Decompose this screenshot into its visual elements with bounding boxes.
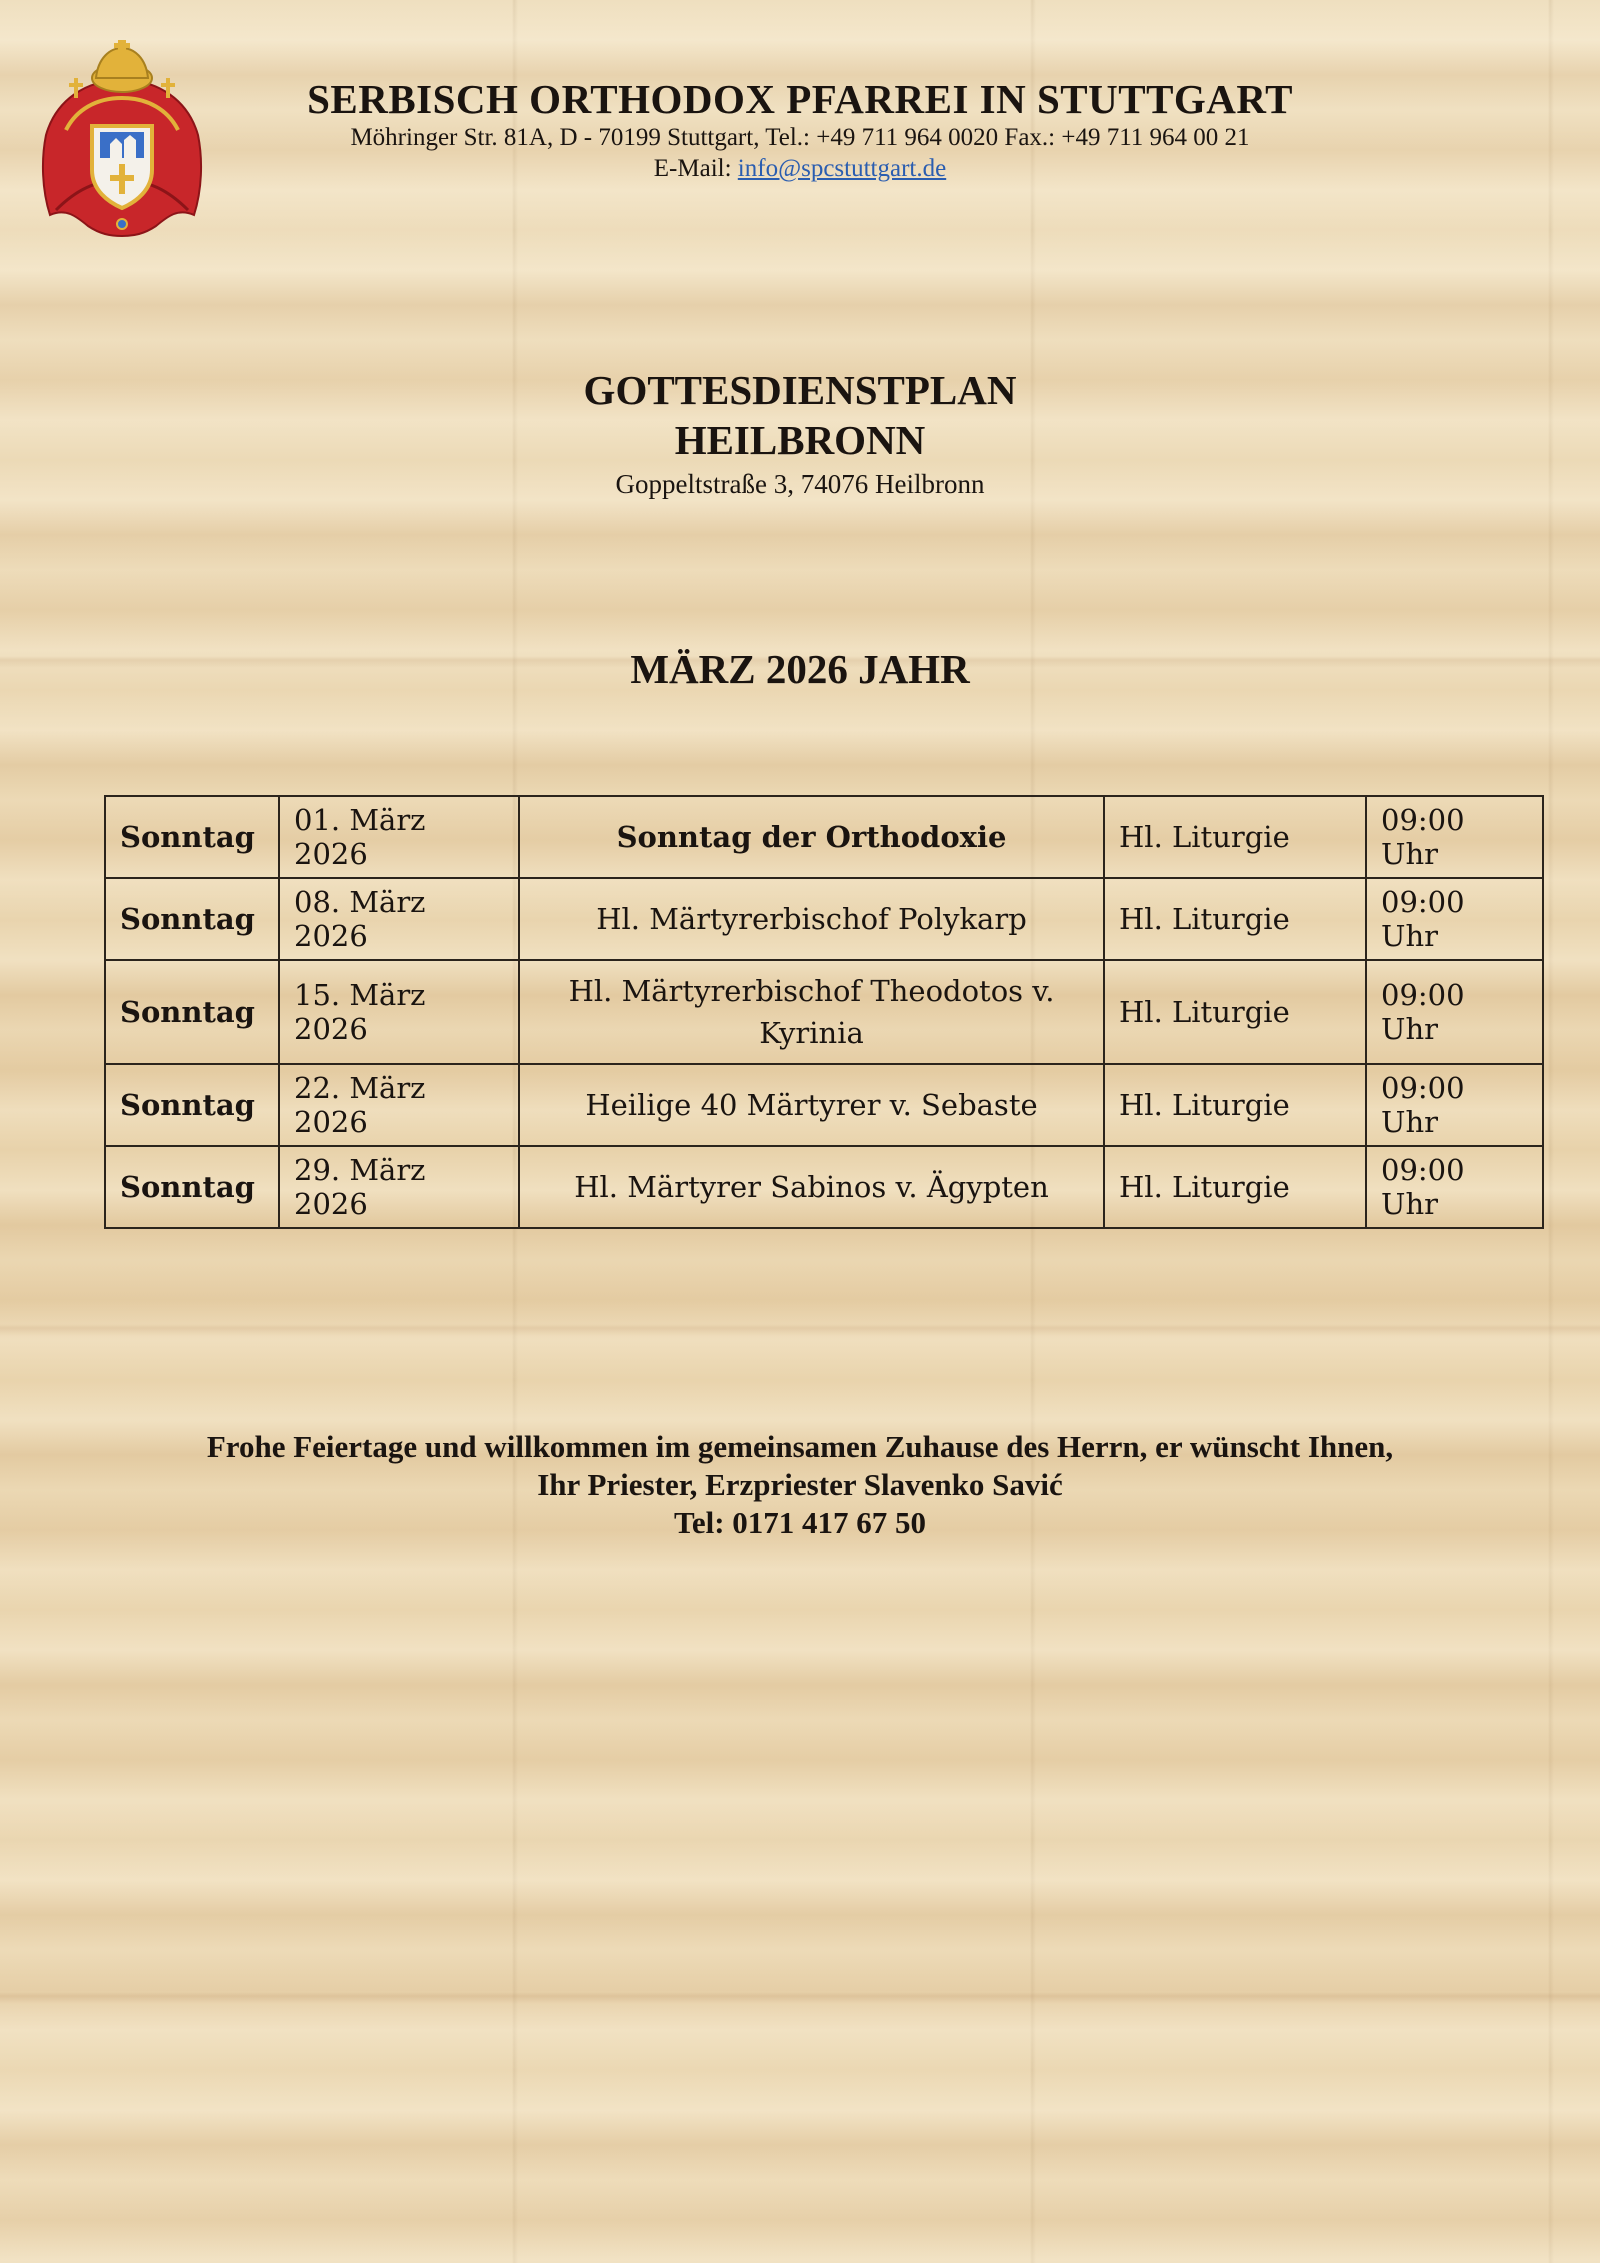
organization-address: Möhringer Str. 81A, D - 70199 Stuttgart, Tel.: +49 711 964 0020 Fax.: +49 711 964 00 21: [350, 124, 1250, 151]
table-row: [105, 796, 1543, 878]
day-cell: Sonntag: [105, 960, 279, 1064]
greeting-line-1: Frohe Feiertage und willkommen im gemeinsamen Zuhause des Herrn, er wünscht Ihnen,: [206, 1429, 1394, 1464]
month-heading: MÄRZ 2026 JAHR: [630, 646, 970, 692]
service-cell: Hl. Liturgie: [1104, 878, 1366, 960]
service-cell: Hl. Liturgie: [1104, 1064, 1366, 1146]
date-cell: 01. März 2026: [279, 796, 519, 878]
church-address: Goppeltstraße 3, 74076 Heilbronn: [615, 469, 985, 499]
title-line-1: GOTTESDIENSTPLAN: [583, 367, 1017, 413]
feast-cell: Hl. Märtyrerbischof Theodotos v. Kyrinia: [519, 960, 1104, 1064]
table-row: [105, 1064, 1543, 1146]
document-title: [0, 365, 1600, 503]
email-line: [250, 154, 1350, 184]
table-row: [105, 878, 1543, 960]
coat-of-arms-icon: [36, 40, 208, 240]
letterhead: [250, 76, 1350, 184]
time-cell: 09:00 Uhr: [1366, 796, 1543, 878]
closing-greeting: [0, 1428, 1600, 1542]
time-cell: 09:00 Uhr: [1366, 878, 1543, 960]
day-cell: Sonntag: [105, 878, 279, 960]
date-cell: 29. März 2026: [279, 1146, 519, 1228]
service-cell: Hl. Liturgie: [1104, 960, 1366, 1064]
day-cell: Sonntag: [105, 796, 279, 878]
email-link[interactable]: info@spcstuttgart.de: [737, 155, 947, 182]
time-cell: 09:00 Uhr: [1366, 1146, 1543, 1228]
date-cell: 15. März 2026: [279, 960, 519, 1064]
feast-cell: Hl. Märtyrerbischof Polykarp: [519, 878, 1104, 960]
feast-cell: Heilige 40 Märtyrer v. Sebaste: [519, 1064, 1104, 1146]
feast-cell: Sonntag der Orthodoxie: [519, 796, 1104, 878]
date-cell: 22. März 2026: [279, 1064, 519, 1146]
organization-name: SERBISCH ORTHODOX PFARREI IN STUTTGART: [307, 76, 1293, 122]
time-cell: 09:00 Uhr: [1366, 1064, 1543, 1146]
table-row: [105, 960, 1543, 1064]
date-cell: 08. März 2026: [279, 878, 519, 960]
email-label: E-Mail:: [653, 155, 738, 182]
service-cell: Hl. Liturgie: [1104, 1146, 1366, 1228]
priest-phone: Tel: 0171 417 67 50: [673, 1505, 927, 1540]
priest-signature-line: Ihr Priester, Erzpriester Slavenko Savić: [537, 1467, 1063, 1502]
time-cell: 09:00 Uhr: [1366, 960, 1543, 1064]
day-cell: Sonntag: [105, 1064, 279, 1146]
table-row: [105, 1146, 1543, 1228]
title-line-2: HEILBRONN: [674, 417, 926, 463]
day-cell: Sonntag: [105, 1146, 279, 1228]
feast-cell: Hl. Märtyrer Sabinos v. Ägypten: [519, 1146, 1104, 1228]
service-cell: Hl. Liturgie: [1104, 796, 1366, 878]
service-schedule-table: [104, 795, 1544, 1229]
